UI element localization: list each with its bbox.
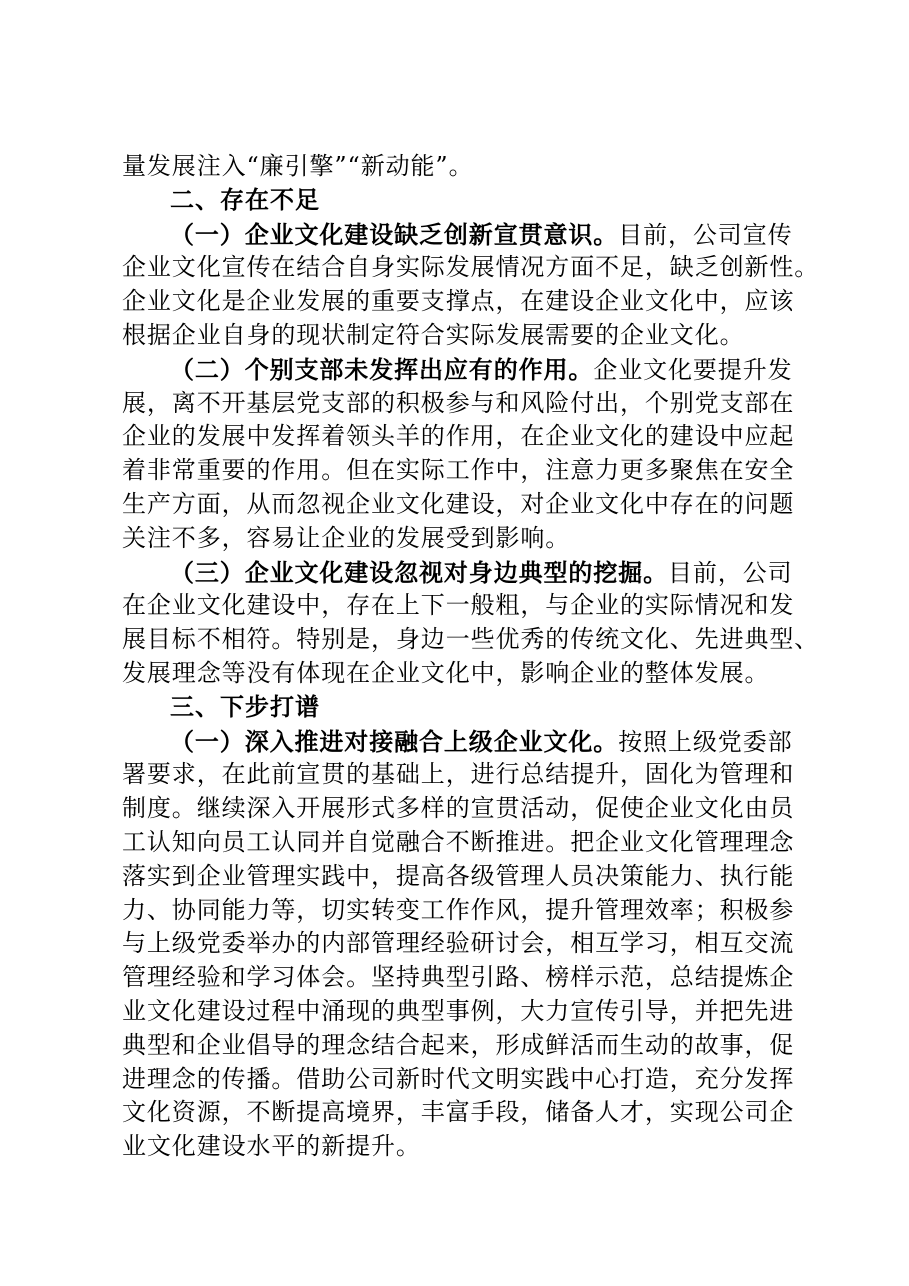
- paragraph-text: 目前，公司: [668, 558, 793, 587]
- paragraph-line: 在企业文化建设中，存在上下一般粗，与企业的实际情况和发: [122, 591, 795, 620]
- paragraph-line: 署要求，在此前宣贯的基础上，进行总结提升，固化为管理和: [122, 760, 795, 789]
- paragraph-line: 管理经验和学习体会。坚持典型引路、榜样示范，总结提炼企: [122, 963, 795, 992]
- paragraph-line: 进理念的传播。借助公司新时代文明实践中心打造，充分发挥: [122, 1064, 795, 1093]
- paragraph-line: 根据企业自身的现状制定符合实际发展需要的企业文化。: [122, 320, 745, 349]
- subsection-title: （二）个别支部未发挥出应有的作用。: [170, 354, 594, 384]
- paragraph-text: 按照上级党委部: [618, 727, 793, 756]
- paragraph-text: 目前，公司宣传: [618, 220, 793, 249]
- paragraph-line: 落实到企业管理实践中，提高各级管理人员决策能力、执行能: [122, 861, 795, 890]
- section-heading-next-steps: 三、下步打谱: [170, 692, 320, 721]
- paragraph-line: 展目标不相符。特别是，身边一些优秀的传统文化、先进典型、: [122, 625, 820, 654]
- document-body: [122, 150, 820, 1164]
- paragraph-line: 典型和企业倡导的理念结合起来，形成鲜活而生动的故事，促: [122, 1030, 795, 1059]
- paragraph-line: 企业文化宣传在结合自身实际发展情况方面不足，缺乏创新性。: [122, 253, 820, 282]
- section-heading-shortcomings: 二、存在不足: [170, 185, 320, 214]
- paragraph-line: 关注不多，容易让企业的发展受到影响。: [122, 523, 571, 552]
- paragraph-line: 展，离不开基层党支部的积极参与和风险付出，个别党支部在: [122, 388, 795, 417]
- paragraph-text: 企业文化要提升发: [593, 355, 793, 384]
- paragraph-line: 文化资源，不断提高境界，丰富手段，储备人才，实现公司企: [122, 1098, 795, 1127]
- paragraph-line: 与上级党委举办的内部管理经验研讨会，相互学习，相互交流: [122, 929, 795, 958]
- subsection-title: （一）企业文化建设缺乏创新宣贯意识。: [170, 219, 619, 249]
- paragraph-line: 生产方面，从而忽视企业文化建设，对企业文化中存在的问题: [122, 489, 795, 518]
- paragraph-line: 业文化建设过程中涌现的典型事例，大力宣传引导，并把先进: [122, 996, 795, 1025]
- paragraph-line: 业文化建设水平的新提升。: [122, 1132, 421, 1161]
- paragraph-line: [122, 725, 802, 759]
- paragraph-line: 制度。继续深入开展形式多样的宣贯活动，促使企业文化由员: [122, 794, 795, 823]
- paragraph-line: [122, 218, 802, 252]
- paragraph-line: 工认知向员工认同并自觉融合不断推进。把企业文化管理理念: [122, 827, 795, 856]
- paragraph-line: 发展理念等没有体现在企业文化中，影响企业的整体发展。: [122, 658, 770, 687]
- paragraph-line: 量发展注入“廉引擎”“新动能”。: [122, 152, 474, 180]
- paragraph-line: 力、协同能力等，切实转变工作作风，提升管理效率；积极参: [122, 895, 795, 924]
- subsection-title: （三）企业文化建设忽视对身边典型的挖掘。: [170, 557, 668, 587]
- paragraph-line: [122, 556, 802, 590]
- paragraph-line: 着非常重要的作用。但在实际工作中，注意力更多聚焦在安全: [122, 456, 795, 485]
- paragraph-line: [122, 353, 802, 387]
- paragraph-line: 企业文化是企业发展的重要支撑点，在建设企业文化中，应该: [122, 287, 795, 316]
- paragraph-line: 企业的发展中发挥着领头羊的作用，在企业文化的建设中应起: [122, 422, 795, 451]
- subsection-title: （一）深入推进对接融合上级企业文化。: [170, 726, 619, 756]
